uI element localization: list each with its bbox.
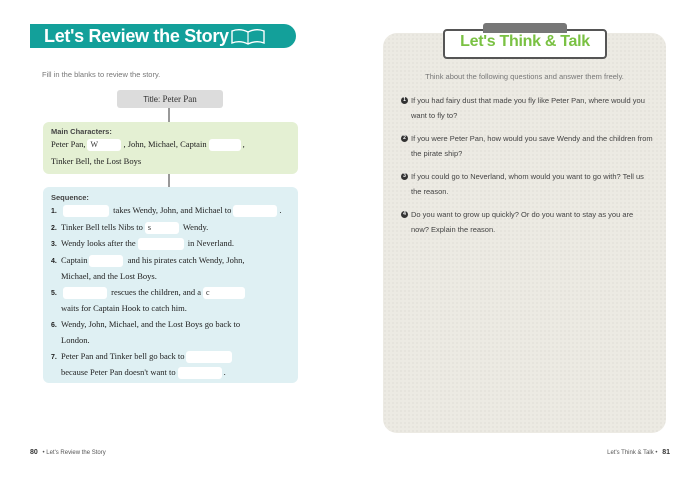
sequence-text: Captain xyxy=(61,254,88,265)
footer-text: Let's Think & Talk xyxy=(607,450,654,456)
sequence-text: in Neverland. xyxy=(187,238,235,248)
question-number: 3 xyxy=(401,173,408,180)
sequence-text: Peter Pan and Tinker bell go back to xyxy=(61,350,185,361)
clipboard-clip xyxy=(443,23,607,59)
sequence-blank[interactable] xyxy=(233,205,277,217)
page-number: 81 xyxy=(662,449,670,456)
title-value: Peter Pan xyxy=(162,94,197,104)
question-list xyxy=(401,94,653,246)
sequence-blank[interactable]: s xyxy=(145,222,179,234)
characters-text: , John, Michael, Captain xyxy=(123,139,207,149)
character-blank[interactable] xyxy=(209,139,241,151)
sequence-blank[interactable] xyxy=(186,351,232,363)
left-footer xyxy=(30,449,106,456)
sequence-item-continued xyxy=(51,365,290,381)
page-number: 80 xyxy=(30,449,38,456)
question-item xyxy=(401,132,653,161)
sequence-item-continued: London. xyxy=(61,335,90,345)
question-text: If you could go to Neverland, whom would you want to go with? Tell us the reason. xyxy=(411,172,644,196)
sequence-blank[interactable]: c xyxy=(203,287,245,299)
footer-bullet: • xyxy=(42,450,45,456)
sequence-number: 4. xyxy=(51,257,57,265)
sequence-number: 1. xyxy=(51,208,57,215)
sequence-blank[interactable] xyxy=(89,255,123,267)
footer-bullet: • xyxy=(655,450,658,456)
sequence-item-continued: Michael, and the Lost Boys. xyxy=(61,271,157,281)
think-instruction: Think about the following questions and answer them freely. xyxy=(425,72,624,81)
clip-top xyxy=(483,23,567,33)
question-item xyxy=(401,208,653,237)
sequence-item xyxy=(51,349,290,366)
sequence-number: 3. xyxy=(51,241,57,248)
section-title: Let's Review the Story xyxy=(44,26,229,46)
characters-text: Peter Pan, xyxy=(51,139,86,149)
sequence-blank[interactable] xyxy=(178,367,222,379)
sequence-number: 6. xyxy=(51,321,57,329)
open-book-icon xyxy=(230,28,266,45)
sequence-number: 2. xyxy=(51,224,57,232)
sequence-blank[interactable] xyxy=(138,238,184,250)
sequence-item xyxy=(51,203,290,220)
question-item xyxy=(401,170,653,199)
section-banner xyxy=(30,24,296,48)
sequence-label: Sequence: xyxy=(51,193,89,202)
sequence-item xyxy=(51,253,290,270)
characters-text: , xyxy=(242,139,245,149)
sequence-item xyxy=(51,285,290,302)
question-text: If you were Peter Pan, how would you save Wendy and the children from the pirate ship? xyxy=(411,134,653,158)
characters-line: Tinker Bell, the Lost Boys xyxy=(51,156,142,166)
sequence-text: Tinker Bell tells Nibs to xyxy=(61,221,143,232)
sequence-text: takes Wendy, John, and Michael to xyxy=(113,205,232,215)
sequence-text: Wendy. xyxy=(182,221,209,232)
sequence-blank[interactable] xyxy=(63,287,107,299)
footer-text: Let's Review the Story xyxy=(46,450,106,456)
right-footer xyxy=(607,449,670,456)
sequence-text: because Peter Pan doesn't want to xyxy=(61,367,176,377)
review-instruction: Fill in the blanks to review the story. xyxy=(42,70,161,79)
question-text: If you had fairy dust that made you fly like Peter Pan, where would you want to fly to? xyxy=(411,96,645,120)
sequence-list xyxy=(51,203,290,381)
think-talk-title: Let's Think & Talk xyxy=(460,33,590,50)
sequence-text: rescues the children, and a xyxy=(111,286,202,297)
sequence-blank[interactable] xyxy=(63,205,109,217)
title-label: Title: xyxy=(143,95,161,104)
sequence-number: 7. xyxy=(51,353,57,361)
sequence-number: 5. xyxy=(51,289,57,297)
question-text: Do you want to grow up quickly? Or do you want to stay as you are now? Explain the reason. xyxy=(411,210,634,234)
sequence-item xyxy=(51,317,290,334)
sequence-item xyxy=(51,220,290,237)
character-blank[interactable]: W xyxy=(87,139,121,151)
main-characters-box xyxy=(43,122,298,174)
sequence-text: . xyxy=(279,205,282,215)
connector-line xyxy=(168,108,170,122)
sequence-item-continued: waits for Captain Hook to catch him. xyxy=(61,303,187,313)
sequence-box xyxy=(43,187,298,383)
sequence-text: Wendy looks after the xyxy=(61,238,136,248)
question-number: 1 xyxy=(401,97,408,104)
connector-line xyxy=(168,174,170,187)
sequence-item xyxy=(51,236,290,253)
characters-line xyxy=(51,136,290,153)
story-title-box xyxy=(117,90,223,108)
question-number: 2 xyxy=(401,135,408,142)
sequence-text: and his pirates catch Wendy, John, xyxy=(127,254,245,265)
question-item xyxy=(401,94,653,123)
sequence-text: Wendy, John, Michael, and the Lost Boys go back to xyxy=(61,318,241,329)
question-number: 4 xyxy=(401,211,408,218)
main-characters-label: Main Characters: xyxy=(51,127,112,136)
sequence-text: . xyxy=(223,367,226,377)
